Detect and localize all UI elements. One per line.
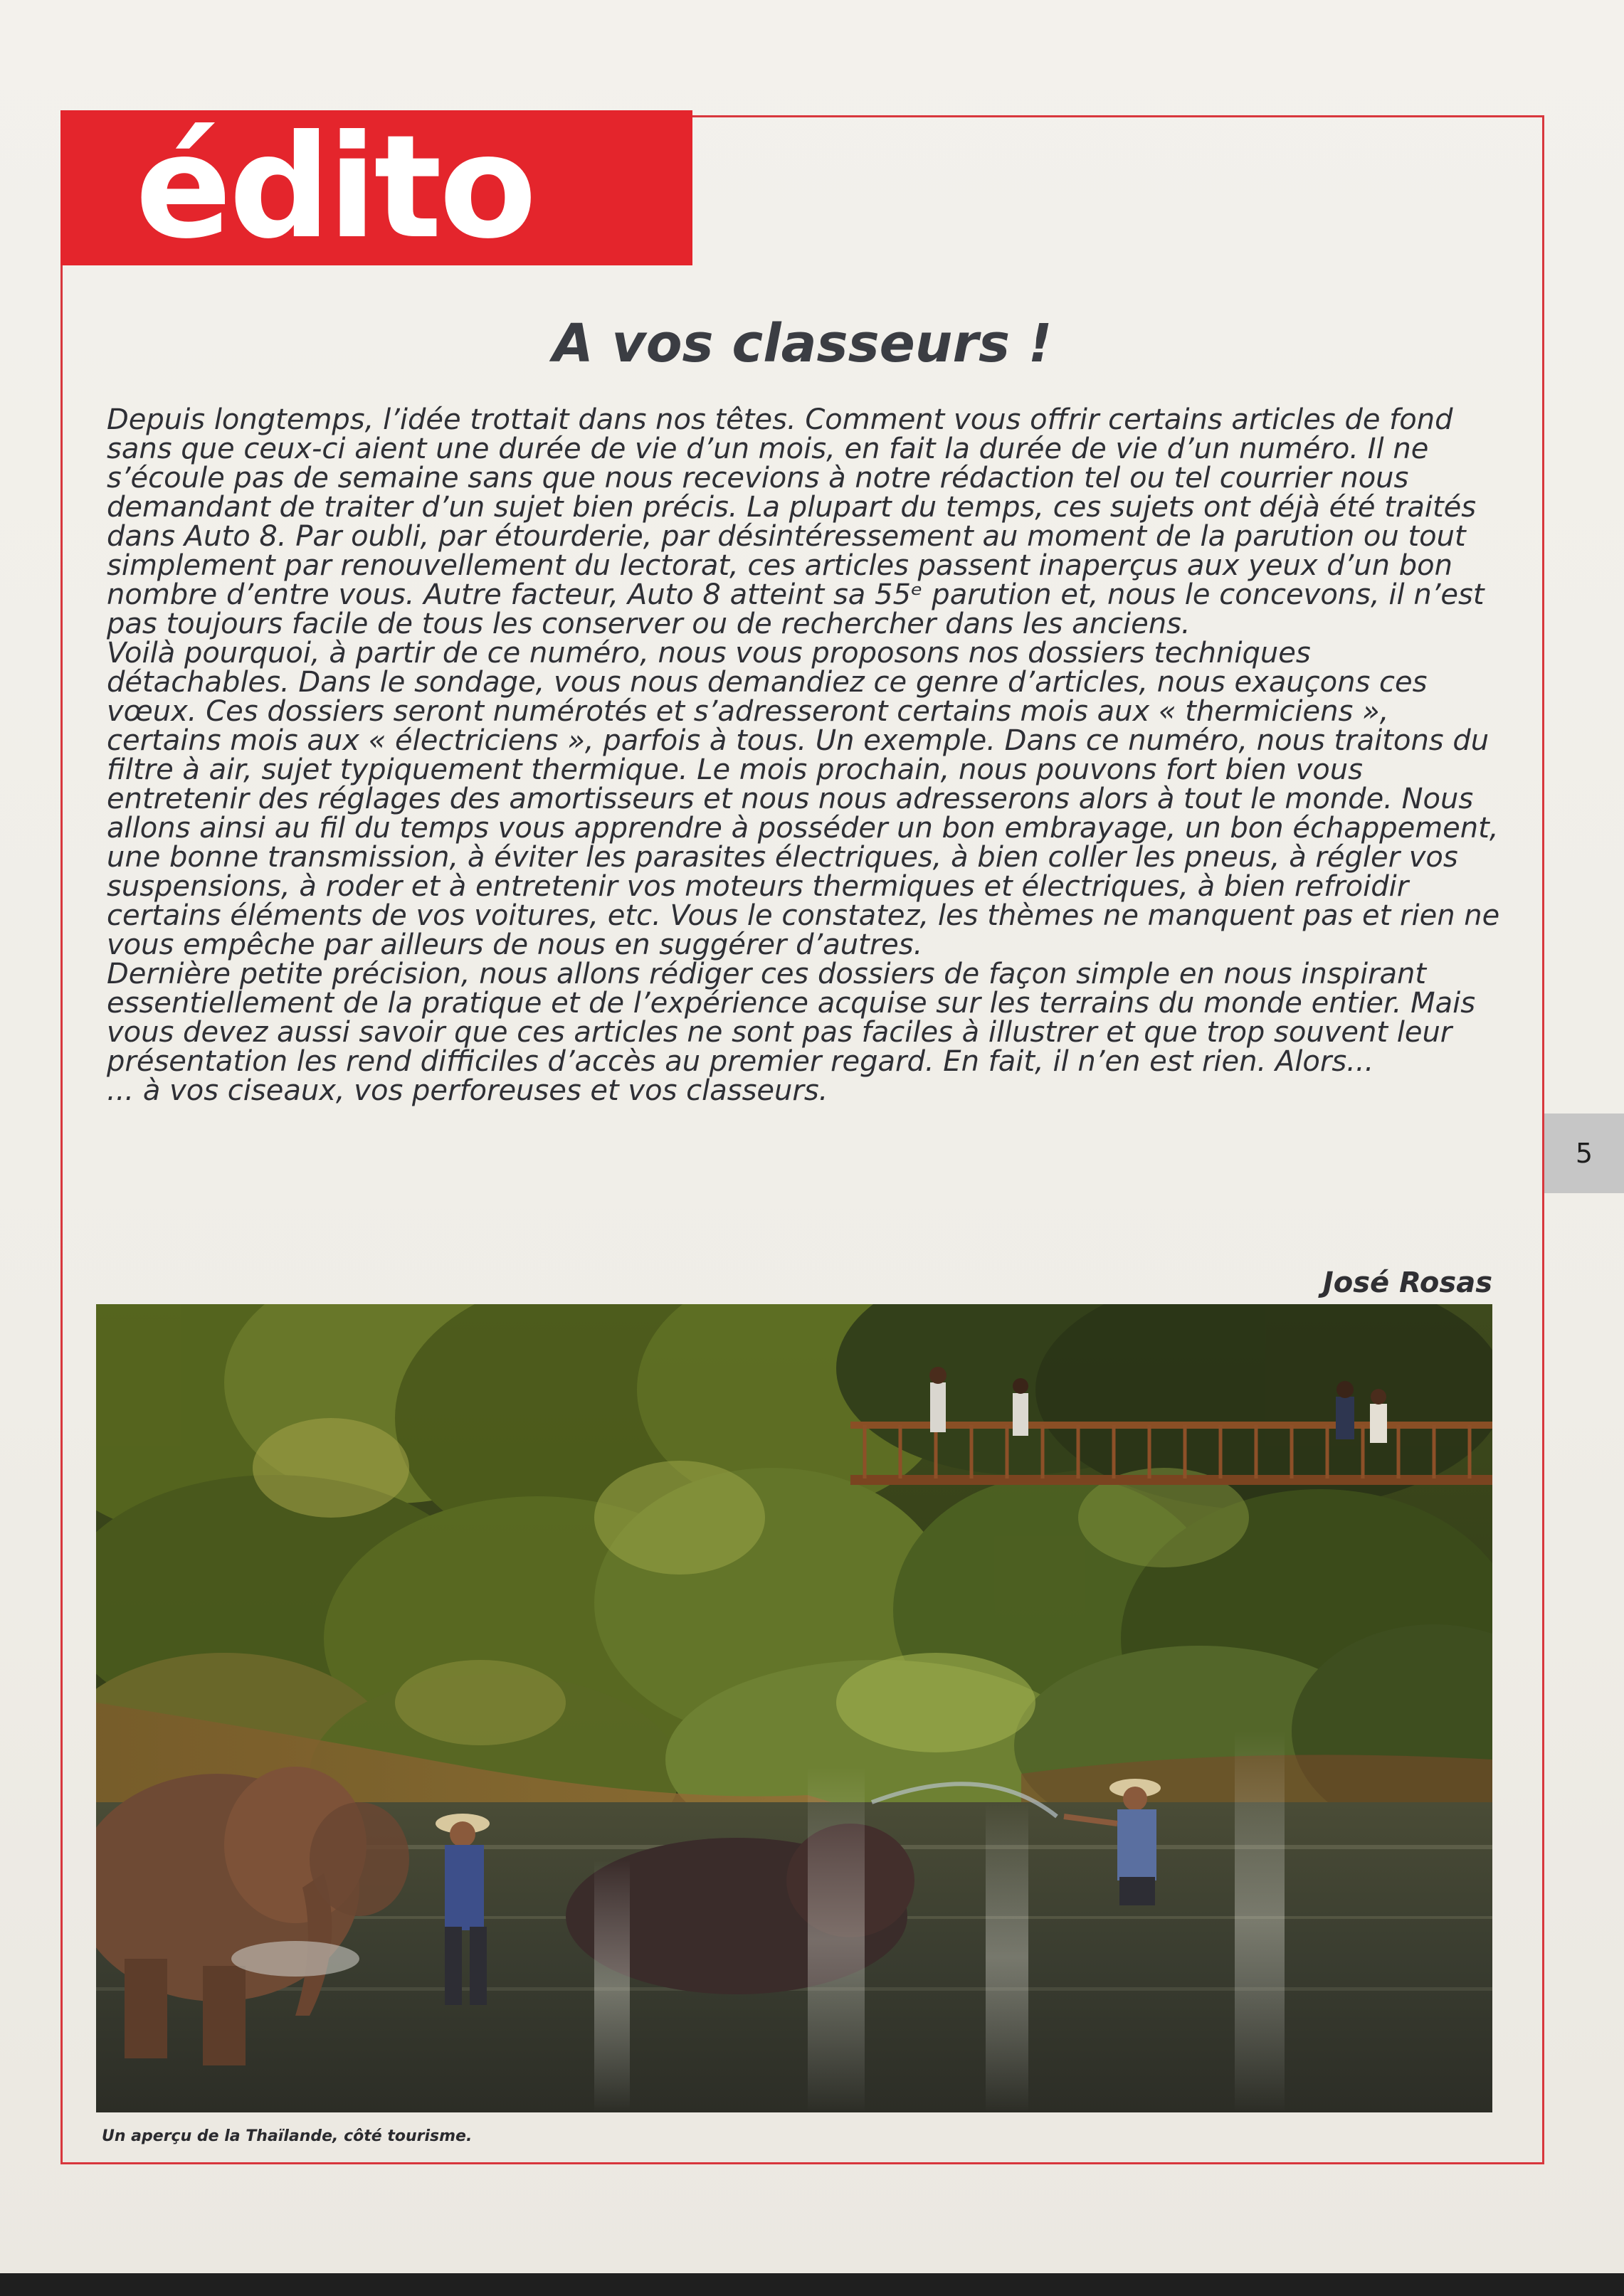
page-number: 5: [1575, 1138, 1593, 1169]
paragraph-3: Dernière petite précision, nous allons rédiger ces dossiers de façon simple en nous inspirant essentiellement de la pratique et de l’expérience acquise sur les terrains du monde entier. Mais vous devez aussi savoir que ces articles ne sont pas faciles à illustrer et que trop souvent leur présentation les rend difficiles d’accès au premier regard. En fait, il n’en est rien. Alors...: [107, 958, 1476, 1078]
paragraph-4: ... à vos ciseaux, vos perforeuses et vos classeurs.: [107, 1074, 828, 1107]
author-signature: José Rosas: [1322, 1266, 1492, 1299]
paragraph-2: Voilà pourquoi, à partir de ce numéro, nous vous proposons nos dossiers techniques détachables. Dans le sondage, vous nous demandiez ce genre d’articles, nous exauçons ces vœux. Ces dossiers seront numérotés et s’adresseront certains mois aux « thermiciens », certains mois aux « électriciens », parfois à tous. Un exemple. Dans ce numéro, nous traitons du filtre à air, sujet typiquement thermique. Le mois prochain, nous pouvons fort bien vous entretenir des réglages des amortisseurs et nous nous adresserons alors à tout le monde. Nous allons ainsi au fil du temps vous apprendre à posséder un bon embrayage, un bon échappement, une bonne transmission, à éviter les parasites électriques, à bien coller les pneus, à régler vos suspensions, à roder et à entretenir vos moteurs thermiques et électriques, à bien refroidir certains éléments de vos voitures, etc. Vous le constatez, les thèmes ne manquent pas et rien ne vous empêche par ailleurs de nous en suggérer d’autres.: [107, 637, 1500, 961]
article-body: [107, 403, 1502, 1107]
photo-caption: Un aperçu de la Thaïlande, côté tourisme.: [102, 2127, 473, 2145]
thailand-river-photo: [96, 1304, 1492, 2112]
article-title: A vos classeurs !: [552, 313, 1053, 374]
paragraph-1: Depuis longtemps, l’idée trottait dans nos têtes. Comment vous offrir certains articles de fond sans que ceux-ci aient une durée de vie d’un mois, en fait la durée de vie d’un numéro. Il ne s’écoule pas de semaine sans que nous recevions à notre rédaction tel ou tel courrier nous demandant de traiter d’un sujet bien précis. La plupart du temps, ces sujets ont déjà été traités dans Auto 8. Par oubli, par étourderie, par désintéressement au moment de la parution ou tout simplement par renouvellement du lectorat, ces articles passent inaperçus aux yeux d’un bon nombre d’entre vous. Autre facteur, Auto 8 atteint sa 55ᵉ parution et, nous le concevons, il n’est pas toujours facile de tous les conserver ou de rechercher dans les anciens.: [107, 403, 1485, 640]
scan-edge: [0, 2273, 1624, 2296]
section-label: édito: [135, 105, 534, 270]
section-badge: [60, 105, 692, 270]
